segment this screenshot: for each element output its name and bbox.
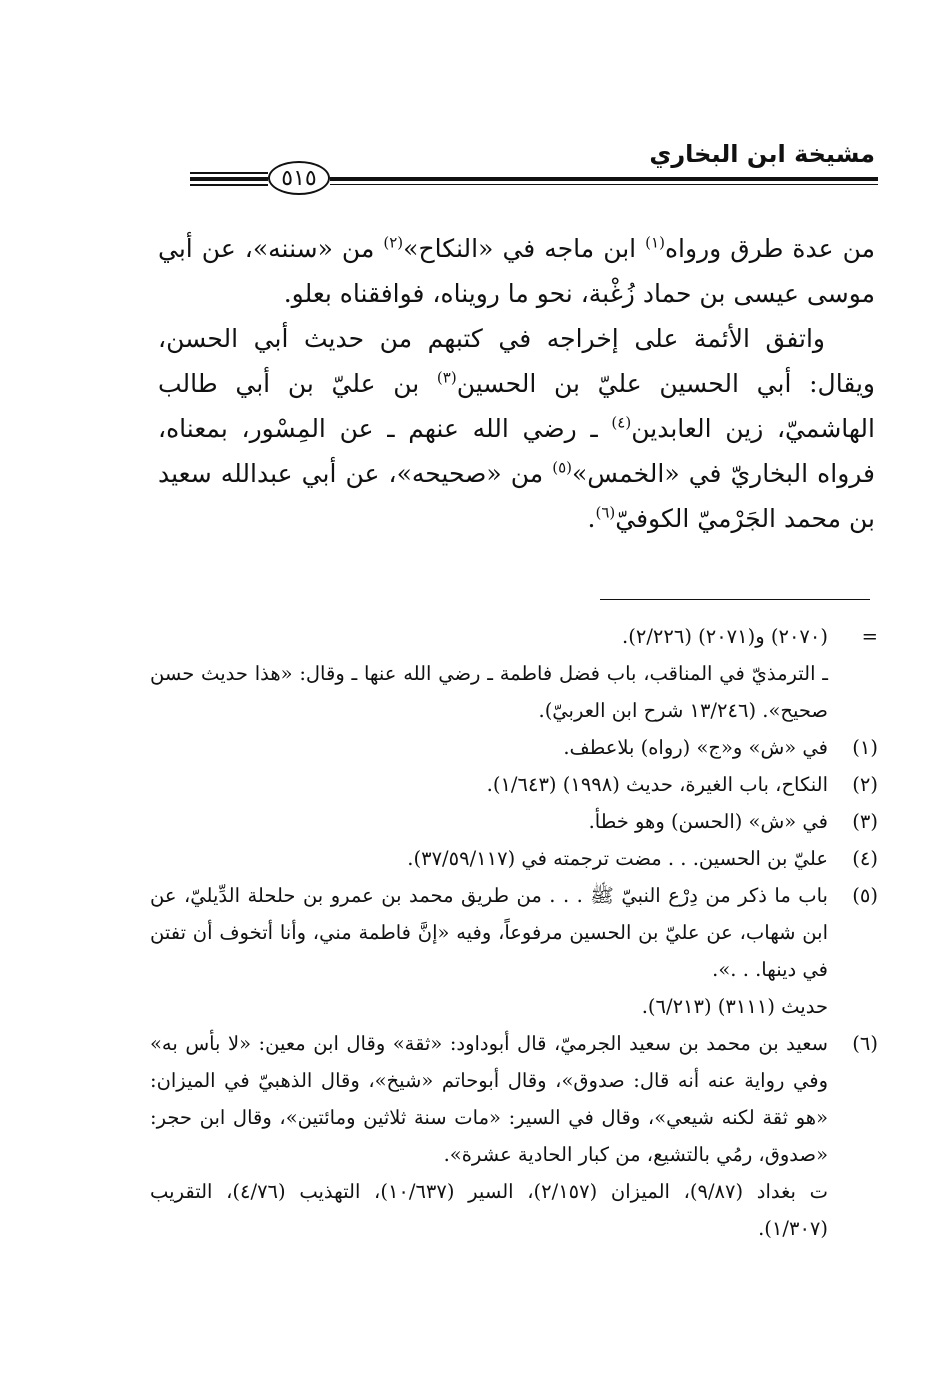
paragraph-2: واتفق الأئمة على إخراجه في كتبهم من حديث أبي الحسن، ويقال: أبي الحسين عليّ بن الحسين$^{(٣)}$ بن عليّ بن أبي طالب الهاشميّ، زين العابدين$^{(٤)}$ ـ رضي الله عنهم ـ عن المِسْور، بمعناه، فرواه البخاريّ في «الخمس»$^{(٥)}$ من «صحيحه»، عن أبي عبدالله سعيد بن محمد الجَرْميّ الكوفيّ$^{(٦)}$.: [158, 324, 876, 533]
footnote-ref-5[interactable]: (٥): [552, 458, 572, 477]
page-number: ٥١٥: [268, 161, 330, 195]
footnote-continuation: [150, 618, 878, 729]
footnote-ref-4[interactable]: (٤): [611, 413, 632, 432]
book-title: مشيخة ابن البخاري: [649, 140, 875, 168]
footnote-text: سعيد بن محمد بن سعيد الجرميّ، قال أبوداود: «ثقة» وقال ابن معين: «لا بأس به» وفي رواية عنه أنه قال: صدوق»، وقال أبوحاتم «شيخ»، وقال الذهبيّ في الميزان: «هو ثقة لكنه شيعي»، وقال في السير: «مات سنة ثلاثين ومائتين»، وقال ابن حجر: «صدوق، رمُي بالتشيع، من كبار الحادية عشرة».: [150, 1032, 828, 1166]
footnote-6: [150, 1025, 878, 1247]
header-rule-thick-right: [330, 177, 878, 181]
footnote-ref-3[interactable]: (٣): [436, 368, 457, 387]
continuation-mark: =: [861, 625, 878, 648]
footnote-separator: [600, 599, 870, 600]
footnotes: [150, 618, 878, 1247]
footnote-text: باب ما ذكر من دِرْع النبيّ ﷺ . . . من طريق محمد بن عمرو بن حلحلة الدِّيليّ، عن ابن شهاب، عن عليّ بن الحسين مرفوعاً، وفيه «إنَّ فاطمة مني، وأنا أتخوف أن تفتن في دينها. . .».: [150, 884, 828, 981]
footnote-2: [150, 766, 878, 803]
footnote-extra: ت بغداد (٩/٨٧)، الميزان (٢/١٥٧)، السير (١٠/٦٣٧)، التهذيب (٤/٧٦)، التقريب (١/٣٠٧).: [150, 1180, 828, 1240]
footnote-number: (١): [852, 736, 878, 759]
footnote-text: عليّ بن الحسين. . . مضت ترجمته في (٣٧/٥٩/١١٧).: [407, 847, 828, 870]
header-rule-left-bottom: [190, 184, 268, 186]
main-text: [158, 226, 875, 541]
footnote-extra: حديث (٣١١١) (٦/٢١٣).: [641, 995, 828, 1018]
continuation-line: ـ الترمذيّ في المناقب، باب فضل فاطمة ـ رضي الله عنها ـ وقال: «هذا حديث حسن صحيح». (١٣/٢٤٦ شرح ابن العربيّ).: [150, 662, 828, 722]
footnote-4: [150, 840, 878, 877]
footnote-ref-2[interactable]: (٢): [383, 233, 404, 252]
header-rule-thin-right: [330, 184, 878, 185]
footnote-ref-6[interactable]: (٦): [595, 503, 616, 522]
footnote-text: في «ش» و«ج» (رواه) بلاعطف.: [563, 736, 828, 759]
paragraph-1: من عدة طرق ورواه$^{(١)}$ ابن ماجه في «النكاح»$^{(٢)}$ من «سننه»، عن أبي موسى عيسى بن حماد زُغْبة، نحو ما رويناه، فوافقناه بعلو.: [158, 233, 875, 308]
footnote-text: النكاح، باب الغيرة، حديث (١٩٩٨) (١/٦٤٣).: [486, 773, 828, 796]
footnote-5: [150, 877, 878, 1025]
footnote-number: (٦): [852, 1032, 878, 1055]
footnote-number: (٢): [852, 773, 878, 796]
footnote-ref-1[interactable]: (١): [645, 233, 665, 252]
footnote-number: (٥): [852, 884, 878, 907]
footnote-number: (٣): [852, 810, 878, 833]
footnote-number: (٤): [852, 847, 878, 870]
footnote-3: [150, 803, 878, 840]
page-header: [0, 0, 945, 200]
header-rule-left-mid: [190, 177, 268, 181]
continuation-line: (٢٠٧٠) و(٢٠٧١) (٢/٢٢٦).: [622, 625, 828, 648]
header-rule-left-top: [190, 172, 268, 174]
footnote-text: في «ش» (الحسن) وهو خطأ.: [588, 810, 828, 833]
footnote-1: [150, 729, 878, 766]
